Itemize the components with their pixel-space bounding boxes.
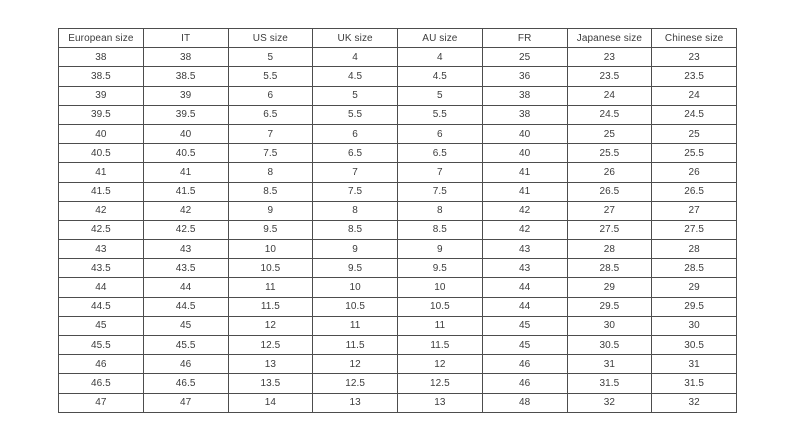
table-cell: 41 — [143, 163, 228, 182]
table-cell: 43 — [143, 240, 228, 259]
table-row — [59, 124, 737, 143]
table-cell: 29.5 — [652, 297, 737, 316]
table-cell: 13 — [313, 393, 398, 412]
shoe-size-conversion-table — [58, 28, 737, 413]
table-cell: 5.5 — [228, 67, 313, 86]
table-cell: 8 — [228, 163, 313, 182]
table-cell: 42 — [143, 201, 228, 220]
table-row — [59, 144, 737, 163]
column-header: Chinese size — [652, 29, 737, 48]
table-body — [59, 48, 737, 413]
table-cell: 41.5 — [59, 182, 144, 201]
table-cell: 6.5 — [228, 105, 313, 124]
table-cell: 39.5 — [143, 105, 228, 124]
table-cell: 28.5 — [652, 259, 737, 278]
table-cell: 31 — [652, 355, 737, 374]
table-cell: 4 — [313, 48, 398, 67]
table-cell: 27 — [567, 201, 652, 220]
table-cell: 6.5 — [398, 144, 483, 163]
table-cell: 6 — [228, 86, 313, 105]
table-cell: 12.5 — [228, 336, 313, 355]
table-row — [59, 336, 737, 355]
table-row — [59, 48, 737, 67]
table-cell: 11.5 — [313, 336, 398, 355]
table-cell: 25 — [482, 48, 567, 67]
table-cell: 11 — [313, 316, 398, 335]
table-cell: 45 — [482, 316, 567, 335]
table-cell: 45.5 — [59, 336, 144, 355]
table-cell: 48 — [482, 393, 567, 412]
table-cell: 27.5 — [652, 220, 737, 239]
table-cell: 12.5 — [313, 374, 398, 393]
table-cell: 12 — [398, 355, 483, 374]
table-cell: 30.5 — [567, 336, 652, 355]
table-cell: 41.5 — [143, 182, 228, 201]
table-cell: 10.5 — [313, 297, 398, 316]
table-cell: 29 — [652, 278, 737, 297]
table-cell: 38.5 — [59, 67, 144, 86]
table-cell: 26.5 — [567, 182, 652, 201]
table-cell: 43 — [482, 240, 567, 259]
table-cell: 42 — [59, 201, 144, 220]
table-row — [59, 163, 737, 182]
table-cell: 29 — [567, 278, 652, 297]
table-cell: 13.5 — [228, 374, 313, 393]
table-cell: 8.5 — [398, 220, 483, 239]
table-cell: 46.5 — [143, 374, 228, 393]
table-cell: 42.5 — [143, 220, 228, 239]
table-cell: 46 — [59, 355, 144, 374]
table-cell: 12 — [313, 355, 398, 374]
table-cell: 43.5 — [59, 259, 144, 278]
table-cell: 47 — [143, 393, 228, 412]
table-cell: 13 — [228, 355, 313, 374]
table-cell: 9.5 — [313, 259, 398, 278]
table-cell: 9.5 — [398, 259, 483, 278]
table-cell: 8 — [313, 201, 398, 220]
table-cell: 30 — [652, 316, 737, 335]
table-cell: 46 — [143, 355, 228, 374]
table-header-row — [59, 29, 737, 48]
table-cell: 31 — [567, 355, 652, 374]
table-cell: 42.5 — [59, 220, 144, 239]
table-row — [59, 240, 737, 259]
table-cell: 23.5 — [567, 67, 652, 86]
table-cell: 28 — [567, 240, 652, 259]
table-cell: 40 — [59, 124, 144, 143]
table-cell: 6.5 — [313, 144, 398, 163]
table-row — [59, 374, 737, 393]
table-cell: 30.5 — [652, 336, 737, 355]
table-cell: 9 — [228, 201, 313, 220]
table-row — [59, 105, 737, 124]
table-cell: 4.5 — [398, 67, 483, 86]
table-cell: 10 — [313, 278, 398, 297]
table-cell: 13 — [398, 393, 483, 412]
table-cell: 43.5 — [143, 259, 228, 278]
table-row — [59, 182, 737, 201]
table-cell: 42 — [482, 201, 567, 220]
table-cell: 5 — [313, 86, 398, 105]
table-cell: 47 — [59, 393, 144, 412]
table-cell: 44 — [482, 297, 567, 316]
table-cell: 10 — [228, 240, 313, 259]
table-cell: 43 — [59, 240, 144, 259]
table-cell: 25 — [652, 124, 737, 143]
table-cell: 39 — [59, 86, 144, 105]
table-cell: 28.5 — [567, 259, 652, 278]
table-cell: 9.5 — [228, 220, 313, 239]
table-cell: 39 — [143, 86, 228, 105]
table-cell: 43 — [482, 259, 567, 278]
table-row — [59, 220, 737, 239]
table-cell: 23 — [652, 48, 737, 67]
table-cell: 32 — [567, 393, 652, 412]
column-header: UK size — [313, 29, 398, 48]
table-cell: 5.5 — [313, 105, 398, 124]
table-row — [59, 278, 737, 297]
table-cell: 45 — [59, 316, 144, 335]
table-cell: 40 — [143, 124, 228, 143]
table-cell: 31.5 — [652, 374, 737, 393]
table-cell: 23.5 — [652, 67, 737, 86]
table-cell: 32 — [652, 393, 737, 412]
table-cell: 10.5 — [228, 259, 313, 278]
table-cell: 25.5 — [652, 144, 737, 163]
table-cell: 24.5 — [652, 105, 737, 124]
table-cell: 14 — [228, 393, 313, 412]
table-cell: 10.5 — [398, 297, 483, 316]
table-cell: 36 — [482, 67, 567, 86]
table-cell: 5 — [228, 48, 313, 67]
table-cell: 40.5 — [143, 144, 228, 163]
table-cell: 40 — [482, 144, 567, 163]
table-cell: 12.5 — [398, 374, 483, 393]
table-cell: 4.5 — [313, 67, 398, 86]
table-cell: 45 — [143, 316, 228, 335]
table-cell: 40 — [482, 124, 567, 143]
table-cell: 4 — [398, 48, 483, 67]
table-cell: 46.5 — [59, 374, 144, 393]
table-cell: 44 — [59, 278, 144, 297]
table-cell: 38 — [59, 48, 144, 67]
table-cell: 30 — [567, 316, 652, 335]
table-row — [59, 297, 737, 316]
table-cell: 25.5 — [567, 144, 652, 163]
table-cell: 41 — [482, 182, 567, 201]
column-header: European size — [59, 29, 144, 48]
table-head — [59, 29, 737, 48]
table-cell: 23 — [567, 48, 652, 67]
table-cell: 11.5 — [228, 297, 313, 316]
table-cell: 24 — [567, 86, 652, 105]
table-cell: 12 — [228, 316, 313, 335]
table-cell: 46 — [482, 374, 567, 393]
column-header: Japanese size — [567, 29, 652, 48]
table-cell: 7 — [313, 163, 398, 182]
table-cell: 44.5 — [59, 297, 144, 316]
table-cell: 8.5 — [313, 220, 398, 239]
table-cell: 29.5 — [567, 297, 652, 316]
table-cell: 7.5 — [228, 144, 313, 163]
table-cell: 6 — [398, 124, 483, 143]
table-row — [59, 355, 737, 374]
table-cell: 6 — [313, 124, 398, 143]
table-cell: 10 — [398, 278, 483, 297]
table-cell: 44.5 — [143, 297, 228, 316]
table-cell: 24.5 — [567, 105, 652, 124]
table-cell: 7.5 — [313, 182, 398, 201]
table-cell: 9 — [313, 240, 398, 259]
table-cell: 11 — [398, 316, 483, 335]
table-row — [59, 67, 737, 86]
table-cell: 44 — [482, 278, 567, 297]
table-cell: 40.5 — [59, 144, 144, 163]
table-cell: 11 — [228, 278, 313, 297]
table-cell: 39.5 — [59, 105, 144, 124]
table-cell: 45 — [482, 336, 567, 355]
table-cell: 28 — [652, 240, 737, 259]
table-cell: 8 — [398, 201, 483, 220]
table-row — [59, 259, 737, 278]
column-header: US size — [228, 29, 313, 48]
table-cell: 38.5 — [143, 67, 228, 86]
column-header: IT — [143, 29, 228, 48]
column-header: FR — [482, 29, 567, 48]
table-cell: 7.5 — [398, 182, 483, 201]
table-cell: 25 — [567, 124, 652, 143]
table-cell: 7 — [228, 124, 313, 143]
table-cell: 27.5 — [567, 220, 652, 239]
table-cell: 24 — [652, 86, 737, 105]
table-cell: 26 — [567, 163, 652, 182]
table-cell: 26.5 — [652, 182, 737, 201]
table-cell: 26 — [652, 163, 737, 182]
table-cell: 5 — [398, 86, 483, 105]
table-row — [59, 86, 737, 105]
table-cell: 45.5 — [143, 336, 228, 355]
table-row — [59, 316, 737, 335]
table-cell: 41 — [482, 163, 567, 182]
table-cell: 38 — [482, 86, 567, 105]
table-row — [59, 201, 737, 220]
table-cell: 38 — [143, 48, 228, 67]
table-cell: 8.5 — [228, 182, 313, 201]
table-cell: 7 — [398, 163, 483, 182]
table-cell: 41 — [59, 163, 144, 182]
table-cell: 44 — [143, 278, 228, 297]
table-cell: 31.5 — [567, 374, 652, 393]
column-header: AU size — [398, 29, 483, 48]
table-cell: 27 — [652, 201, 737, 220]
table-cell: 42 — [482, 220, 567, 239]
table-cell: 11.5 — [398, 336, 483, 355]
table-cell: 9 — [398, 240, 483, 259]
table-row — [59, 393, 737, 412]
table-cell: 38 — [482, 105, 567, 124]
table-cell: 5.5 — [398, 105, 483, 124]
table-cell: 46 — [482, 355, 567, 374]
